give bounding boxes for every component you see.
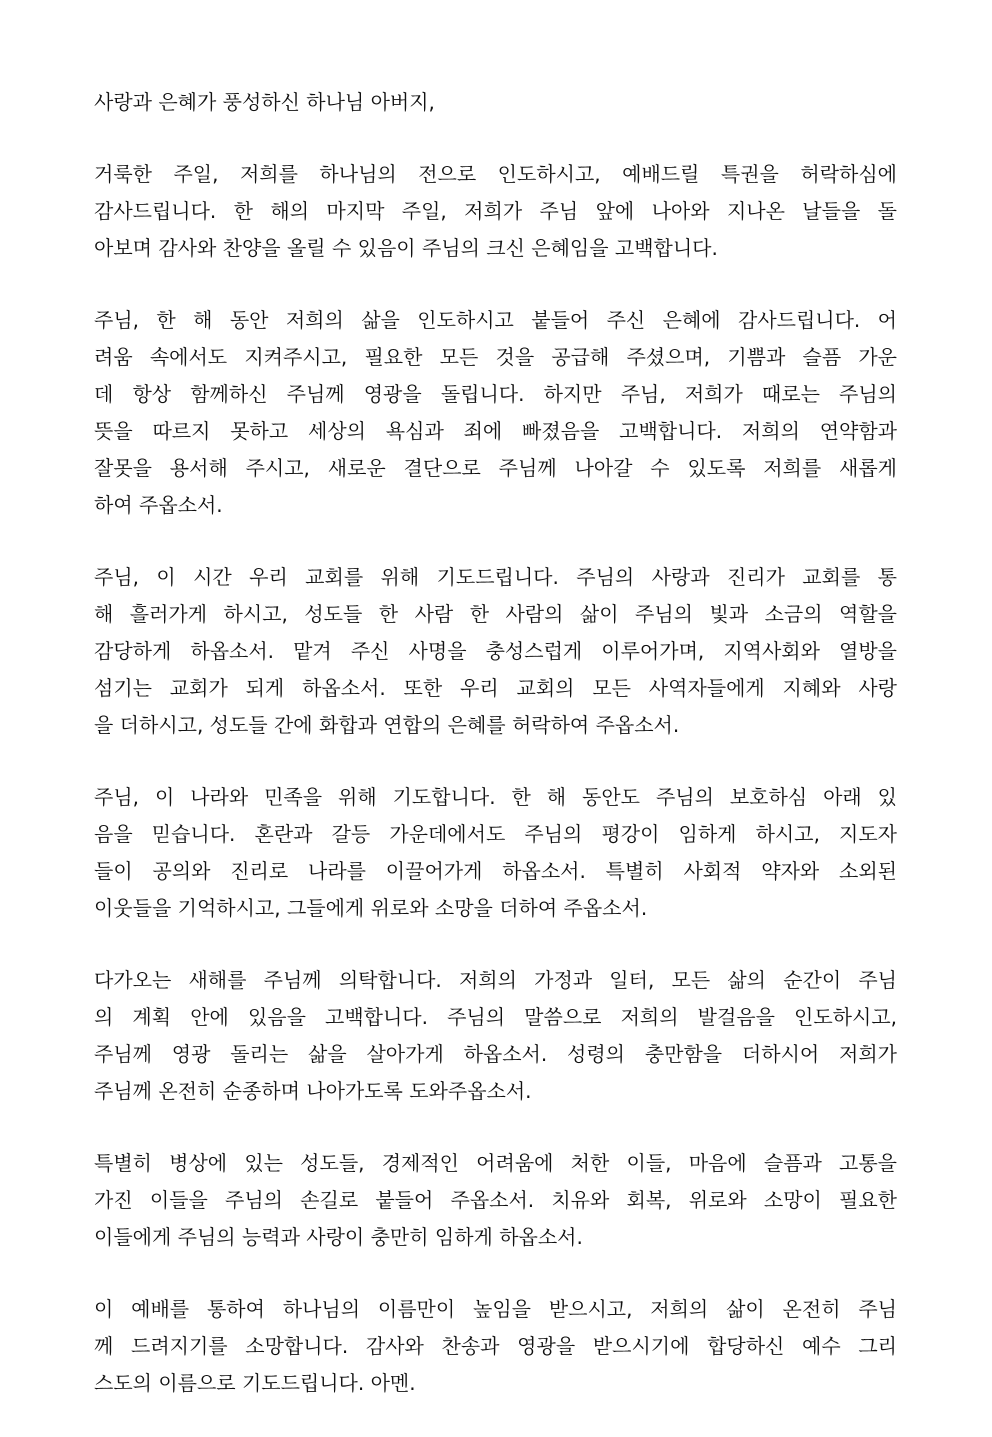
text-line: 주님, 이 시간 우리 교회를 위해 기도드립니다. 주님의 사랑과 진리가 교회를 통	[94, 565, 897, 589]
text-line: 이들에게 주님의 능력과 사랑이 충만히 임하게 하옵소서.	[94, 1225, 583, 1249]
paragraph	[94, 84, 897, 121]
text-line: 데 항상 함께하신 주님께 영광을 돌립니다. 하지만 주님, 저희가 때로는 주님의	[94, 382, 897, 406]
text-line: 감사드립니다. 한 해의 마지막 주일, 저희가 주님 앞에 나아와 지나온 날들을 돌	[94, 199, 897, 223]
text-line: 의 계획 안에 있음을 고백합니다. 주님의 말씀으로 저희의 발걸음을 인도하시고,	[94, 1005, 897, 1029]
text-line: 주님께 온전히 순종하며 나아가도록 도와주옵소서.	[94, 1079, 532, 1103]
text-line: 특별히 병상에 있는 성도들, 경제적인 어려움에 처한 이들, 마음에 슬픔과 고통을	[94, 1151, 897, 1175]
text-line: 이 예배를 통하여 하나님의 이름만이 높임을 받으시고, 저희의 삶이 온전히 주님	[94, 1297, 897, 1321]
paragraph	[94, 559, 897, 744]
text-line: 들이 공의와 진리로 나라를 이끌어가게 하옵소서. 특별히 사회적 약자와 소외된	[94, 859, 897, 883]
text-line: 스도의 이름으로 기도드립니다. 아멘.	[94, 1371, 416, 1395]
text-line: 가진 이들을 주님의 손길로 붙들어 주옵소서. 치유와 회복, 위로와 소망이 필요한	[94, 1188, 897, 1212]
text-line: 하여 주옵소서.	[94, 493, 223, 517]
text-line: 사랑과 은혜가 풍성하신 하나님 아버지,	[94, 90, 435, 114]
paragraph	[94, 156, 897, 267]
text-line: 주님, 이 나라와 민족을 위해 기도합니다. 한 해 동안도 주님의 보호하심 아래 있	[94, 785, 897, 809]
text-line: 해 흘러가게 하시고, 성도들 한 사람 한 사람의 삶이 주님의 빛과 소금의 역할을	[94, 602, 897, 626]
paragraph	[94, 1145, 897, 1256]
text-line: 거룩한 주일, 저희를 하나님의 전으로 인도하시고, 예배드릴 특권을 허락하심에	[94, 162, 897, 186]
paragraph	[94, 779, 897, 927]
paragraph	[94, 1291, 897, 1402]
paragraph	[94, 962, 897, 1110]
text-line: 잘못을 용서해 주시고, 새로운 결단으로 주님께 나아갈 수 있도록 저희를 새롭게	[94, 456, 897, 480]
text-line: 주님, 한 해 동안 저희의 삶을 인도하시고 붙들어 주신 은혜에 감사드립니다. 어	[94, 308, 897, 332]
text-line: 주님께 영광 돌리는 삶을 살아가게 하옵소서. 성령의 충만함을 더하시어 저희가	[94, 1042, 897, 1066]
prayer-text	[94, 84, 897, 1437]
text-line: 께 드려지기를 소망합니다. 감사와 찬송과 영광을 받으시기에 합당하신 예수 그리	[94, 1334, 897, 1358]
text-line: 다가오는 새해를 주님께 의탁합니다. 저희의 가정과 일터, 모든 삶의 순간이 주님	[94, 968, 897, 992]
text-line: 음을 믿습니다. 혼란과 갈등 가운데에서도 주님의 평강이 임하게 하시고, 지도자	[94, 822, 897, 846]
paragraph	[94, 302, 897, 524]
text-line: 감당하게 하옵소서. 맡겨 주신 사명을 충성스럽게 이루어가며, 지역사회와 열방을	[94, 639, 897, 663]
text-line: 뜻을 따르지 못하고 세상의 욕심과 죄에 빠졌음을 고백합니다. 저희의 연약함과	[94, 419, 897, 443]
text-line: 아보며 감사와 찬양을 올릴 수 있음이 주님의 크신 은혜임을 고백합니다.	[94, 236, 718, 260]
text-line: 이웃들을 기억하시고, 그들에게 위로와 소망을 더하여 주옵소서.	[94, 896, 648, 920]
text-line: 섬기는 교회가 되게 하옵소서. 또한 우리 교회의 모든 사역자들에게 지혜와 사랑	[94, 676, 897, 700]
text-line: 을 더하시고, 성도들 간에 화합과 연합의 은혜를 허락하여 주옵소서.	[94, 713, 680, 737]
text-line: 려움 속에서도 지켜주시고, 필요한 모든 것을 공급해 주셨으며, 기쁨과 슬픔 가운	[94, 345, 897, 369]
